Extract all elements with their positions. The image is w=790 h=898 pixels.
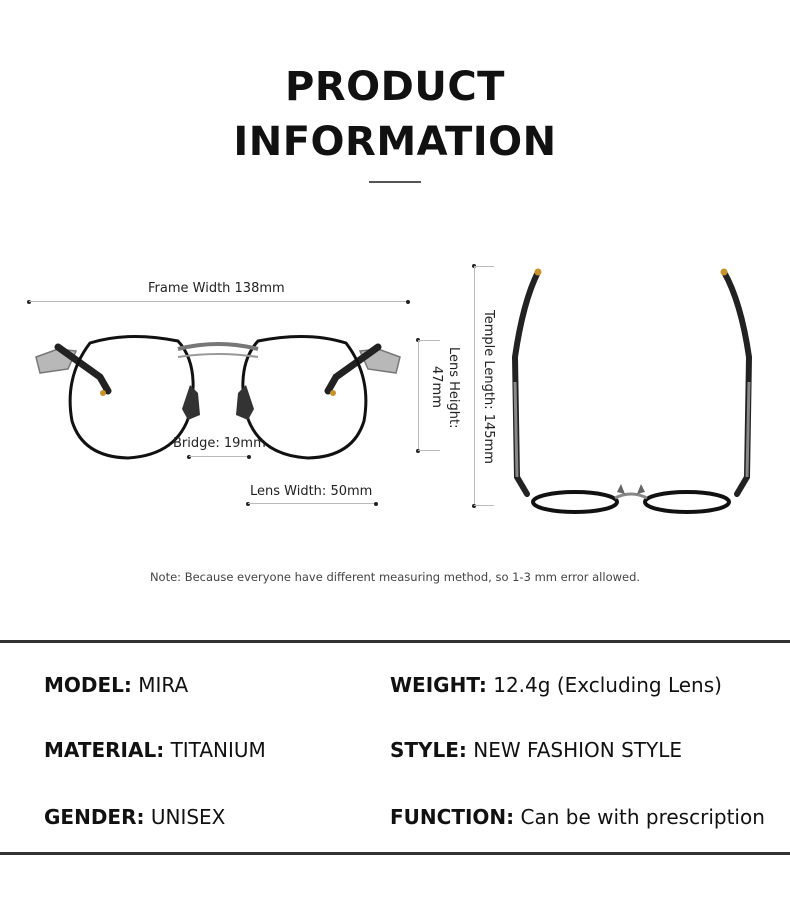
spec-weight-value: 12.4g (Excluding Lens): [493, 673, 722, 697]
temple-length-tick-bottom: [474, 505, 494, 506]
measurement-note: Note: Because everyone have different measuring method, so 1-3 mm error allowed.: [149, 570, 641, 584]
glasses-top-view-image: [505, 262, 765, 522]
spec-style-key: STYLE:: [390, 738, 467, 762]
lens-height-label-line-2: 47mm: [429, 366, 444, 408]
spec-model-value: MIRA: [138, 673, 189, 697]
spec-model-key: MODEL:: [44, 673, 132, 697]
spec-material-value: TITANIUM: [170, 738, 266, 762]
temple-length-line: [474, 266, 475, 506]
lens-width-line: [248, 503, 376, 504]
lens-height-line: [418, 340, 419, 451]
frame-width-line: [29, 301, 408, 302]
lens-height-label-line-1: Lens Height:: [446, 347, 461, 429]
bridge-dot-right: [247, 455, 251, 459]
spec-weight: [390, 673, 722, 697]
spec-material-key: MATERIAL:: [44, 738, 165, 762]
temple-length-label: Temple Length: 145mm: [481, 310, 496, 464]
lens-width-dot-right: [374, 502, 378, 506]
spec-style-value: NEW FASHION STYLE: [473, 738, 682, 762]
lens-height-tick-top: [418, 340, 440, 341]
bridge-line: [189, 456, 249, 457]
spec-gender-key: GENDER:: [44, 805, 145, 829]
frame-width-dot-right: [406, 300, 410, 304]
spec-material: [44, 738, 266, 762]
page-title-line-2: INFORMATION: [233, 119, 557, 165]
spec-style: [390, 738, 682, 762]
spec-function-key: FUNCTION:: [390, 805, 515, 829]
bridge-label: Bridge: 19mm: [173, 436, 266, 451]
spec-gender-value: UNISEX: [150, 805, 226, 829]
page-title-line-1: PRODUCT: [285, 64, 505, 110]
frame-width-label: Frame Width 138mm: [148, 281, 285, 296]
spec-weight-key: WEIGHT:: [390, 673, 487, 697]
spec-model: [44, 673, 188, 697]
lens-width-label: Lens Width: 50mm: [250, 484, 373, 499]
temple-length-tick-top: [474, 266, 494, 267]
title-divider: [369, 181, 421, 183]
specs-bottom-rule: [0, 852, 790, 855]
lens-height-tick-bottom: [418, 450, 440, 451]
spec-gender: [44, 805, 225, 829]
specs-top-rule: [0, 640, 790, 643]
spec-function-value: Can be with prescription: [520, 805, 765, 829]
spec-function: [390, 805, 765, 829]
